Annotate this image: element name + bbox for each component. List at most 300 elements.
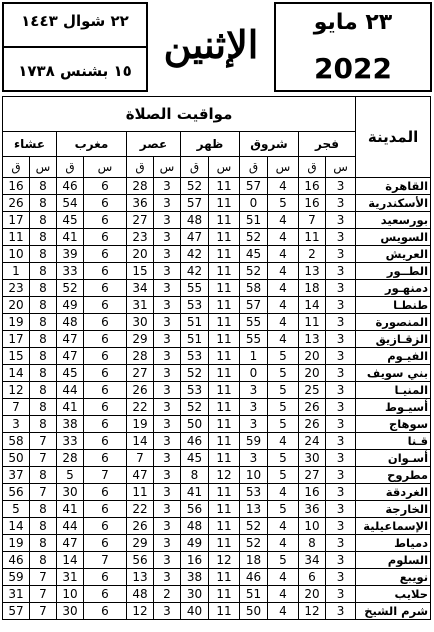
maghrib-minute-cell: 49 <box>57 297 84 314</box>
dhuhr-minute-cell: 48 <box>181 212 209 229</box>
asr-minute-cell: 31 <box>127 297 154 314</box>
fajr-minute-cell: 30 <box>299 450 326 467</box>
fajr-minute-cell: 13 <box>299 263 326 280</box>
maghrib-hour-cell: 6 <box>84 229 127 246</box>
asr-hour-cell: 3 <box>154 518 181 535</box>
shuruq-minute-cell: 3 <box>240 416 268 433</box>
city-name-cell: العريش <box>356 246 431 263</box>
asr-minute-cell: 26 <box>127 518 154 535</box>
dhuhr-hour-cell: 11 <box>209 416 240 433</box>
table-row <box>3 297 431 314</box>
isha-minute-cell: 16 <box>3 178 30 195</box>
fajr-hour-cell: 3 <box>326 569 356 586</box>
maghrib-minute-cell: 38 <box>57 416 84 433</box>
dhuhr-hour-cell: 11 <box>209 297 240 314</box>
fajr-minute-cell: 14 <box>299 297 326 314</box>
dhuhr-minute-cell: 51 <box>181 314 209 331</box>
dhuhr-minute-cell: 41 <box>181 484 209 501</box>
isha-hour-cell: 8 <box>30 348 57 365</box>
fajr-hour-cell: 3 <box>326 518 356 535</box>
isha-hour-cell: 8 <box>30 263 57 280</box>
fajr-hour-cell: 3 <box>326 331 356 348</box>
fajr-hour-cell: 3 <box>326 586 356 603</box>
isha-minute-cell: 12 <box>3 382 30 399</box>
prayer-header-dhuhr: ظهر <box>181 132 240 157</box>
maghrib-hour-cell: 7 <box>84 552 127 569</box>
fajr-minute-cell: 11 <box>299 314 326 331</box>
fajr-hour-cell: 3 <box>326 314 356 331</box>
isha-hour-cell: 8 <box>30 314 57 331</box>
unit-minute-label: ق <box>127 157 154 178</box>
shuruq-hour-cell: 5 <box>268 552 299 569</box>
maghrib-hour-cell: 6 <box>84 569 127 586</box>
shuruq-hour-cell: 4 <box>268 569 299 586</box>
asr-minute-cell: 20 <box>127 246 154 263</box>
isha-hour-cell: 8 <box>30 518 57 535</box>
maghrib-hour-cell: 6 <box>84 433 127 450</box>
fajr-minute-cell: 26 <box>299 416 326 433</box>
maghrib-minute-cell: 31 <box>57 569 84 586</box>
maghrib-hour-cell: 6 <box>84 603 127 620</box>
table-row <box>3 331 431 348</box>
unit-hour-label: س <box>84 157 127 178</box>
asr-minute-cell: 23 <box>127 229 154 246</box>
isha-minute-cell: 57 <box>3 603 30 620</box>
asr-minute-cell: 12 <box>127 603 154 620</box>
isha-hour-cell: 8 <box>30 280 57 297</box>
table-row <box>3 467 431 484</box>
table-row <box>3 195 431 212</box>
maghrib-minute-cell: 52 <box>57 280 84 297</box>
maghrib-minute-cell: 46 <box>57 178 84 195</box>
maghrib-minute-cell: 33 <box>57 433 84 450</box>
table-row <box>3 212 431 229</box>
city-name-cell: مطروح <box>356 467 431 484</box>
isha-minute-cell: 19 <box>3 535 30 552</box>
asr-minute-cell: 29 <box>127 331 154 348</box>
isha-hour-cell: 8 <box>30 501 57 518</box>
maghrib-hour-cell: 6 <box>84 450 127 467</box>
shuruq-minute-cell: 0 <box>240 195 268 212</box>
shuruq-hour-cell: 5 <box>268 348 299 365</box>
asr-hour-cell: 3 <box>154 178 181 195</box>
unit-hour-label: س <box>30 157 57 178</box>
dhuhr-hour-cell: 11 <box>209 399 240 416</box>
maghrib-hour-cell: 6 <box>84 314 127 331</box>
fajr-minute-cell: 20 <box>299 586 326 603</box>
prayer-times-table <box>2 96 431 620</box>
dhuhr-minute-cell: 45 <box>181 450 209 467</box>
asr-hour-cell: 3 <box>154 280 181 297</box>
isha-hour-cell: 7 <box>30 569 57 586</box>
shuruq-hour-cell: 5 <box>268 365 299 382</box>
shuruq-minute-cell: 52 <box>240 518 268 535</box>
table-row <box>3 280 431 297</box>
isha-minute-cell: 14 <box>3 365 30 382</box>
fajr-minute-cell: 16 <box>299 484 326 501</box>
isha-hour-cell: 8 <box>30 297 57 314</box>
fajr-hour-cell: 3 <box>326 603 356 620</box>
city-name-cell: السويس <box>356 229 431 246</box>
city-name-cell: حلايب <box>356 586 431 603</box>
dhuhr-hour-cell: 11 <box>209 484 240 501</box>
asr-hour-cell: 3 <box>154 501 181 518</box>
isha-minute-cell: 58 <box>3 433 30 450</box>
table-row <box>3 314 431 331</box>
dhuhr-minute-cell: 38 <box>181 569 209 586</box>
dhuhr-minute-cell: 30 <box>181 586 209 603</box>
isha-minute-cell: 3 <box>3 416 30 433</box>
asr-minute-cell: 30 <box>127 314 154 331</box>
asr-hour-cell: 3 <box>154 348 181 365</box>
maghrib-minute-cell: 39 <box>57 246 84 263</box>
maghrib-minute-cell: 41 <box>57 399 84 416</box>
dhuhr-minute-cell: 50 <box>181 416 209 433</box>
fajr-minute-cell: 20 <box>299 348 326 365</box>
fajr-hour-cell: 3 <box>326 450 356 467</box>
maghrib-minute-cell: 47 <box>57 535 84 552</box>
asr-minute-cell: 15 <box>127 263 154 280</box>
table-row <box>3 416 431 433</box>
dhuhr-hour-cell: 11 <box>209 263 240 280</box>
maghrib-hour-cell: 6 <box>84 535 127 552</box>
fajr-hour-cell: 3 <box>326 501 356 518</box>
table-row <box>3 603 431 620</box>
dhuhr-minute-cell: 52 <box>181 365 209 382</box>
city-name-cell: المنصورة <box>356 314 431 331</box>
city-name-cell: الطــور <box>356 263 431 280</box>
fajr-hour-cell: 3 <box>326 263 356 280</box>
isha-hour-cell: 8 <box>30 365 57 382</box>
isha-hour-cell: 8 <box>30 535 57 552</box>
header <box>2 2 430 92</box>
city-name-cell: أسـوان <box>356 450 431 467</box>
dhuhr-minute-cell: 53 <box>181 297 209 314</box>
asr-hour-cell: 3 <box>154 297 181 314</box>
maghrib-minute-cell: 48 <box>57 314 84 331</box>
fajr-hour-cell: 3 <box>326 433 356 450</box>
table-row <box>3 178 431 195</box>
fajr-minute-cell: 13 <box>299 331 326 348</box>
isha-hour-cell: 8 <box>30 552 57 569</box>
dhuhr-minute-cell: 46 <box>181 433 209 450</box>
prayer-header-isha: عشاء <box>3 132 57 157</box>
dhuhr-minute-cell: 55 <box>181 280 209 297</box>
city-name-cell: طنطـا <box>356 297 431 314</box>
maghrib-minute-cell: 54 <box>57 195 84 212</box>
isha-hour-cell: 7 <box>30 484 57 501</box>
table-row <box>3 263 431 280</box>
table-row <box>3 569 431 586</box>
maghrib-minute-cell: 44 <box>57 518 84 535</box>
table-row <box>3 365 431 382</box>
isha-minute-cell: 46 <box>3 552 30 569</box>
asr-minute-cell: 19 <box>127 416 154 433</box>
shuruq-minute-cell: 52 <box>240 263 268 280</box>
city-name-cell: بورسعيد <box>356 212 431 229</box>
dhuhr-minute-cell: 51 <box>181 331 209 348</box>
isha-minute-cell: 15 <box>3 348 30 365</box>
fajr-hour-cell: 3 <box>326 178 356 195</box>
isha-hour-cell: 7 <box>30 450 57 467</box>
fajr-minute-cell: 18 <box>299 280 326 297</box>
shuruq-minute-cell: 50 <box>240 603 268 620</box>
city-name-cell: الأسكندرية <box>356 195 431 212</box>
maghrib-minute-cell: 5 <box>57 467 84 484</box>
dhuhr-hour-cell: 11 <box>209 535 240 552</box>
isha-hour-cell: 8 <box>30 467 57 484</box>
fajr-hour-cell: 3 <box>326 246 356 263</box>
shuruq-hour-cell: 4 <box>268 518 299 535</box>
shuruq-minute-cell: 52 <box>240 229 268 246</box>
maghrib-hour-cell: 6 <box>84 280 127 297</box>
maghrib-minute-cell: 47 <box>57 348 84 365</box>
maghrib-hour-cell: 6 <box>84 518 127 535</box>
coptic-date: ١٥ بشنس ١٧٣٨ <box>18 62 132 80</box>
shuruq-minute-cell: 59 <box>240 433 268 450</box>
fajr-hour-cell: 3 <box>326 382 356 399</box>
maghrib-minute-cell: 44 <box>57 382 84 399</box>
fajr-minute-cell: 25 <box>299 382 326 399</box>
fajr-minute-cell: 6 <box>299 569 326 586</box>
fajr-hour-cell: 3 <box>326 484 356 501</box>
shuruq-minute-cell: 3 <box>240 399 268 416</box>
unit-minute-label: ق <box>299 157 326 178</box>
isha-minute-cell: 10 <box>3 246 30 263</box>
shuruq-minute-cell: 52 <box>240 535 268 552</box>
fajr-minute-cell: 26 <box>299 399 326 416</box>
asr-hour-cell: 3 <box>154 603 181 620</box>
shuruq-hour-cell: 5 <box>268 501 299 518</box>
maghrib-hour-cell: 6 <box>84 416 127 433</box>
dhuhr-hour-cell: 11 <box>209 195 240 212</box>
isha-minute-cell: 17 <box>3 212 30 229</box>
shuruq-hour-cell: 5 <box>268 467 299 484</box>
dhuhr-hour-cell: 11 <box>209 365 240 382</box>
fajr-minute-cell: 10 <box>299 518 326 535</box>
shuruq-minute-cell: 55 <box>240 314 268 331</box>
dhuhr-minute-cell: 52 <box>181 399 209 416</box>
dhuhr-minute-cell: 40 <box>181 603 209 620</box>
city-name-cell: الزقـازيق <box>356 331 431 348</box>
weekday-title: الإثنين <box>163 22 259 67</box>
city-name-cell: بني سويف <box>356 365 431 382</box>
dhuhr-minute-cell: 42 <box>181 263 209 280</box>
isha-minute-cell: 26 <box>3 195 30 212</box>
shuruq-hour-cell: 5 <box>268 450 299 467</box>
dhuhr-minute-cell: 16 <box>181 552 209 569</box>
shuruq-hour-cell: 4 <box>268 586 299 603</box>
unit-minute-label: ق <box>57 157 84 178</box>
unit-hour-label: س <box>209 157 240 178</box>
table-row <box>3 382 431 399</box>
shuruq-hour-cell: 5 <box>268 399 299 416</box>
city-name-cell: الفيـوم <box>356 348 431 365</box>
table-row <box>3 484 431 501</box>
prayer-header-asr: عصر <box>127 132 181 157</box>
fajr-minute-cell: 2 <box>299 246 326 263</box>
maghrib-hour-cell: 6 <box>84 246 127 263</box>
maghrib-hour-cell: 6 <box>84 178 127 195</box>
asr-minute-cell: 34 <box>127 280 154 297</box>
fajr-minute-cell: 12 <box>299 603 326 620</box>
maghrib-hour-cell: 6 <box>84 382 127 399</box>
dhuhr-minute-cell: 52 <box>181 178 209 195</box>
maghrib-hour-cell: 6 <box>84 212 127 229</box>
city-name-cell: قـنا <box>356 433 431 450</box>
asr-minute-cell: 36 <box>127 195 154 212</box>
table-row <box>3 552 431 569</box>
table-row <box>3 535 431 552</box>
dhuhr-hour-cell: 11 <box>209 586 240 603</box>
dhuhr-minute-cell: 49 <box>181 535 209 552</box>
asr-hour-cell: 3 <box>154 263 181 280</box>
shuruq-minute-cell: 0 <box>240 365 268 382</box>
isha-minute-cell: 50 <box>3 450 30 467</box>
maghrib-hour-cell: 6 <box>84 348 127 365</box>
table-row <box>3 229 431 246</box>
dhuhr-minute-cell: 53 <box>181 382 209 399</box>
unit-minute-label: ق <box>240 157 268 178</box>
shuruq-hour-cell: 5 <box>268 416 299 433</box>
shuruq-hour-cell: 5 <box>268 382 299 399</box>
shuruq-hour-cell: 4 <box>268 535 299 552</box>
prayer-header-shuruq: شروق <box>240 132 299 157</box>
dhuhr-minute-cell: 57 <box>181 195 209 212</box>
isha-minute-cell: 23 <box>3 280 30 297</box>
divider <box>4 46 146 48</box>
maghrib-minute-cell: 30 <box>57 603 84 620</box>
isha-hour-cell: 8 <box>30 416 57 433</box>
fajr-hour-cell: 3 <box>326 297 356 314</box>
maghrib-minute-cell: 41 <box>57 229 84 246</box>
table-row <box>3 450 431 467</box>
asr-hour-cell: 3 <box>154 535 181 552</box>
isha-hour-cell: 8 <box>30 229 57 246</box>
asr-hour-cell: 3 <box>154 382 181 399</box>
maghrib-minute-cell: 45 <box>57 212 84 229</box>
isha-minute-cell: 20 <box>3 297 30 314</box>
city-name-cell: الخارجة <box>356 501 431 518</box>
dhuhr-hour-cell: 11 <box>209 212 240 229</box>
dhuhr-hour-cell: 11 <box>209 280 240 297</box>
fajr-hour-cell: 3 <box>326 229 356 246</box>
isha-minute-cell: 31 <box>3 586 30 603</box>
table-row <box>3 399 431 416</box>
maghrib-minute-cell: 10 <box>57 586 84 603</box>
table-row <box>3 246 431 263</box>
isha-minute-cell: 1 <box>3 263 30 280</box>
shuruq-minute-cell: 51 <box>240 212 268 229</box>
shuruq-minute-cell: 46 <box>240 569 268 586</box>
fajr-minute-cell: 16 <box>299 178 326 195</box>
dhuhr-minute-cell: 47 <box>181 229 209 246</box>
asr-minute-cell: 27 <box>127 365 154 382</box>
asr-minute-cell: 14 <box>127 433 154 450</box>
shuruq-hour-cell: 4 <box>268 484 299 501</box>
fajr-hour-cell: 3 <box>326 416 356 433</box>
shuruq-minute-cell: 10 <box>240 467 268 484</box>
asr-minute-cell: 28 <box>127 348 154 365</box>
isha-hour-cell: 8 <box>30 331 57 348</box>
asr-minute-cell: 29 <box>127 535 154 552</box>
dhuhr-minute-cell: 48 <box>181 518 209 535</box>
fajr-hour-cell: 3 <box>326 365 356 382</box>
asr-hour-cell: 3 <box>154 229 181 246</box>
maghrib-hour-cell: 6 <box>84 331 127 348</box>
table-row <box>3 433 431 450</box>
asr-hour-cell: 3 <box>154 195 181 212</box>
asr-minute-cell: 11 <box>127 484 154 501</box>
asr-minute-cell: 22 <box>127 501 154 518</box>
asr-hour-cell: 3 <box>154 569 181 586</box>
dhuhr-hour-cell: 11 <box>209 433 240 450</box>
isha-hour-cell: 7 <box>30 433 57 450</box>
city-name-cell: نويبع <box>356 569 431 586</box>
isha-minute-cell: 7 <box>3 399 30 416</box>
maghrib-hour-cell: 6 <box>84 399 127 416</box>
dhuhr-hour-cell: 11 <box>209 348 240 365</box>
asr-hour-cell: 3 <box>154 416 181 433</box>
fajr-hour-cell: 3 <box>326 195 356 212</box>
isha-minute-cell: 37 <box>3 467 30 484</box>
asr-hour-cell: 3 <box>154 484 181 501</box>
dhuhr-hour-cell: 11 <box>209 382 240 399</box>
shuruq-hour-cell: 4 <box>268 229 299 246</box>
dhuhr-hour-cell: 11 <box>209 518 240 535</box>
dhuhr-minute-cell: 42 <box>181 246 209 263</box>
isha-minute-cell: 17 <box>3 331 30 348</box>
city-name-cell: دمنهـور <box>356 280 431 297</box>
fajr-minute-cell: 36 <box>299 501 326 518</box>
table-row <box>3 348 431 365</box>
city-name-cell: دمياط <box>356 535 431 552</box>
maghrib-hour-cell: 6 <box>84 484 127 501</box>
shuruq-minute-cell: 1 <box>240 348 268 365</box>
isha-hour-cell: 7 <box>30 586 57 603</box>
shuruq-hour-cell: 4 <box>268 178 299 195</box>
gregorian-date-box <box>274 2 432 92</box>
maghrib-minute-cell: 14 <box>57 552 84 569</box>
dhuhr-hour-cell: 11 <box>209 229 240 246</box>
dhuhr-minute-cell: 56 <box>181 501 209 518</box>
dhuhr-hour-cell: 12 <box>209 467 240 484</box>
asr-minute-cell: 27 <box>127 212 154 229</box>
prayer-header-fajr: فجر <box>299 132 356 157</box>
fajr-minute-cell: 16 <box>299 195 326 212</box>
shuruq-hour-cell: 4 <box>268 603 299 620</box>
hijri-date: ٢٢ شوال ١٤٤٣ <box>21 12 129 30</box>
shuruq-minute-cell: 3 <box>240 382 268 399</box>
dhuhr-hour-cell: 12 <box>209 552 240 569</box>
asr-minute-cell: 48 <box>127 586 154 603</box>
maghrib-minute-cell: 47 <box>57 331 84 348</box>
fajr-minute-cell: 11 <box>299 229 326 246</box>
city-name-cell: المنيـا <box>356 382 431 399</box>
city-name-cell: أسيـوط <box>356 399 431 416</box>
shuruq-minute-cell: 45 <box>240 246 268 263</box>
shuruq-minute-cell: 55 <box>240 331 268 348</box>
shuruq-hour-cell: 4 <box>268 246 299 263</box>
isha-hour-cell: 8 <box>30 195 57 212</box>
asr-minute-cell: 28 <box>127 178 154 195</box>
asr-hour-cell: 3 <box>154 314 181 331</box>
table-row <box>3 586 431 603</box>
prayer-header-maghrib: مغرب <box>57 132 127 157</box>
shuruq-minute-cell: 18 <box>240 552 268 569</box>
asr-hour-cell: 3 <box>154 433 181 450</box>
dhuhr-minute-cell: 8 <box>181 467 209 484</box>
